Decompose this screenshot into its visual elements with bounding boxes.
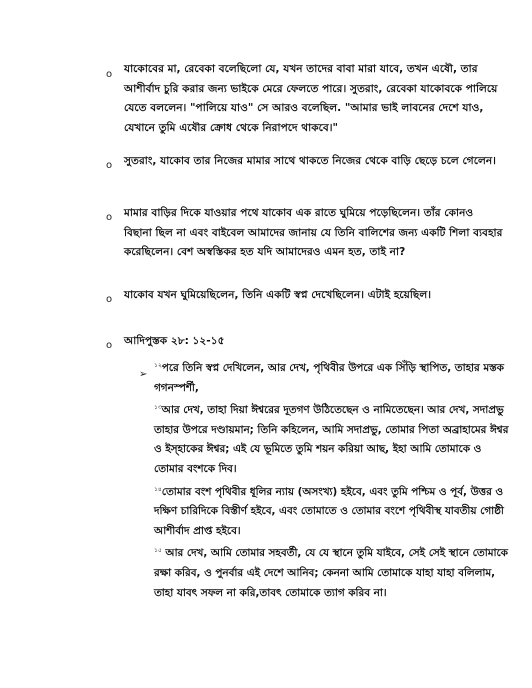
paragraph-text: মামার বাড়ির দিকে যাওয়ার পথে যাকোব এক রাতে ঘুমিয়ে পড়েছিলেন। তাঁর কোনও বিছানা ছিল না এবং বাইবেল আমাদের জানায় যে তিনি বালিশের জন্য একটি শিলা ব্যবহার করেছিলেন। বেশ অস্বস্তিকর হত যদি আমাদেরও এমন হত, তাই না? [124, 207, 503, 258]
scripture-passage [154, 356, 514, 603]
verse [154, 480, 514, 542]
verse-number: ১৫ [154, 547, 162, 555]
paragraph-text: যাকোবের মা, রেবেকা বলেছিলো যে, যখন তাদের বাবা মারা যাবে, তখন এষৌ, তার আশীর্বাদ চুরি করার জন্য ভাইকে মেরে ফেলতে পারে। সুতরাং, রেবেকা যাকোবকে পালিয়ে যেতে বললেন। "পালিয়ে যাও" সে আরও বলেছিল. "আমার ভাই লাবনের দেশে যাও, যেখানে তুমি এষৌর ক্রোধ থেকে নিরাপদে থাকবে।" [124, 63, 498, 134]
arrow-bullet-icon: ➢ [139, 369, 148, 380]
circle-bullet-icon: o [106, 340, 113, 351]
verse-text: পরে তিনি স্বপ্ন দেখিলেন, আর দেখ, পৃথিবীর উপরে এক সিঁড়ি স্থাপিত, তাহার মস্তক গগনস্পর্শী, [154, 362, 504, 394]
circle-bullet-icon: o [106, 212, 113, 223]
verse-text: আর দেখ, আমি তোমার সহবর্তী, যে যে স্থানে তুমি যাইবে, সেই সেই স্থানে তোমাকে রক্ষা করিব, ও পুনর্বার এই দেশে আনিব; কেননা আমি তোমাকে যাহা যাহা বলিলাম, তাহা যাবৎ সফল না করি,তাবৎ তোমাকে ত্যাগ করিব না। [154, 547, 508, 599]
verse [154, 398, 514, 479]
circle-bullet-icon: o [106, 160, 113, 171]
verse-text: আর দেখ, তাহা দিয়া ঈশ্বরের দূতগণ উঠিতেছেন ও নামিতেছেন। আর দেখ, সদাপ্রভু তাহার উপরে দণ্ডায়মান; তিনি কহিলেন, আমি সদাপ্রভু, তোমার পিতা অব্রাহামের ঈশ্বর ও ইস্‌হাকের ঈশ্বর; এই যে ভূমিতে তুমি শয়ন করিয়া আছ, ইহা আমি তোমাকে ও তোমার বংশকে দিব। [154, 404, 509, 475]
verse-text: তোমার বংশ পৃথিবীর ধূলির ন্যায় (অসংখ্য) হইবে, এবং তুমি পশ্চিম ও পূর্ব, উত্তর ও দক্ষিণ চারিদিকে বিস্তীর্ণ হইবে, এবং তোমাতে ও তোমার বংশে পৃথিবীস্থ যাবতীয় গোষ্ঠী আশীর্বাদ প্রাপ্ত হইবে। [154, 485, 504, 537]
verse-number: ১২ [154, 362, 162, 369]
paragraph-text: যাকোব যখন ঘুমিয়েছিলেন, তিনি একটি স্বপ্ন দেখেছিলেন। এটাই হয়েছিল। [124, 289, 432, 301]
verse [154, 541, 514, 603]
circle-bullet-icon: o [106, 294, 113, 305]
verse-number: ১৩ [154, 404, 162, 412]
verse [154, 356, 514, 398]
scripture-reference: আদিপুস্তক ২৮: ১২-১৫ [124, 335, 225, 347]
paragraph-text: সুতরাং, যাকোব তার নিজের মামার সাথে থাকতে নিজের থেকে বাড়ি ছেড়ে চলে গেলেন। [124, 155, 496, 167]
circle-bullet-icon: o [106, 69, 113, 80]
verse-number: ১৪ [154, 485, 162, 493]
